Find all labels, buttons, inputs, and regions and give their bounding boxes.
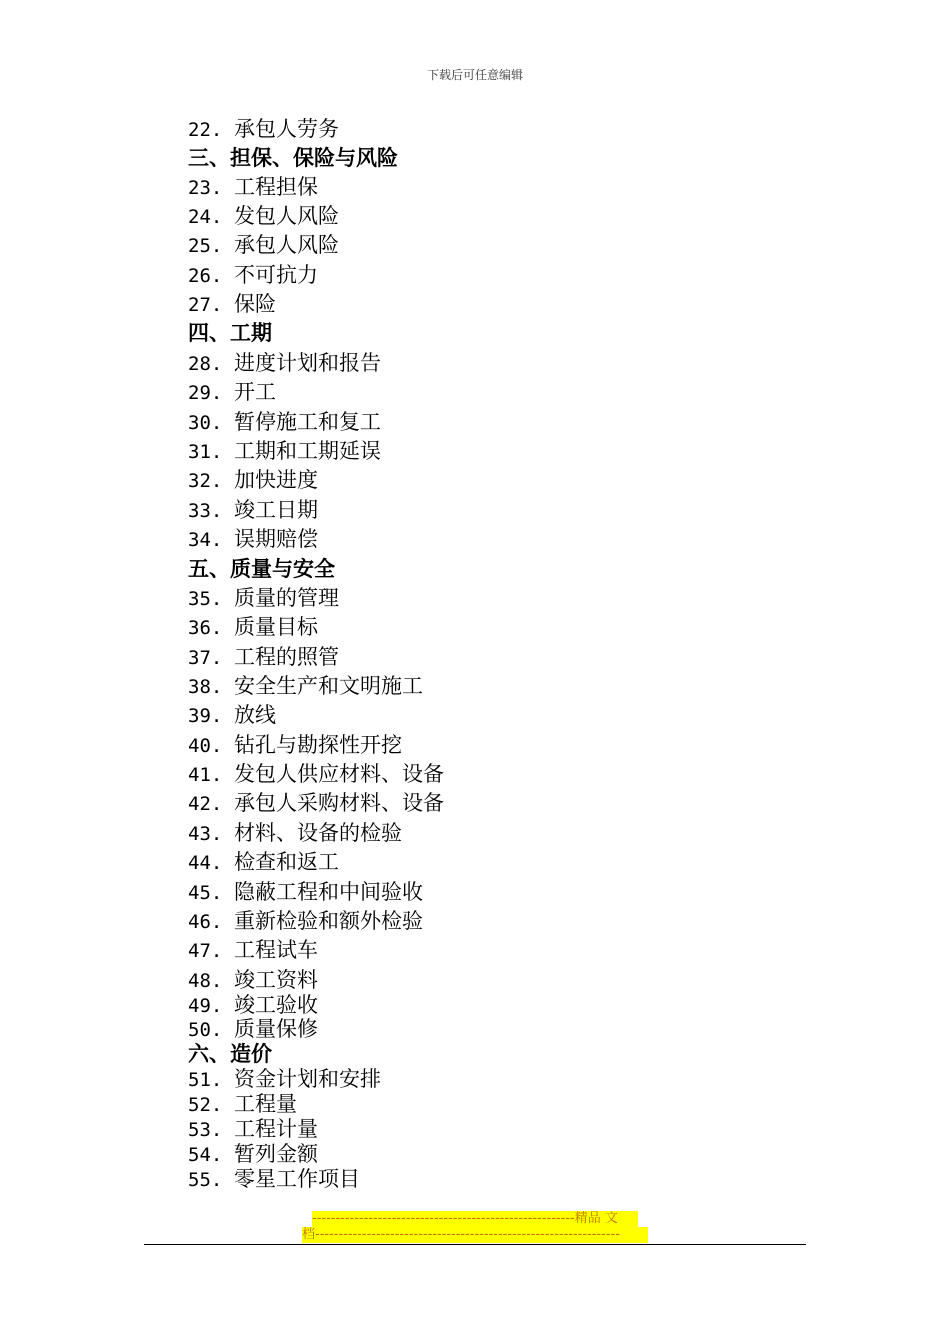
toc-item bbox=[188, 438, 381, 465]
toc-item-title: 材料、设备的检验 bbox=[234, 821, 402, 845]
toc-item-number: 52. bbox=[188, 1094, 223, 1116]
toc-item-number: 55. bbox=[188, 1169, 223, 1191]
toc-item-title: 检查和返工 bbox=[234, 850, 339, 874]
toc-item bbox=[188, 908, 423, 935]
toc-item-title: 暂停施工和复工 bbox=[234, 410, 381, 434]
toc-item bbox=[188, 992, 318, 1019]
toc-item-number: 35. bbox=[188, 588, 223, 610]
toc-item-title: 重新检验和额外检验 bbox=[234, 909, 423, 933]
toc-item-title: 工程计量 bbox=[234, 1117, 318, 1141]
toc-item-number: 27. bbox=[188, 294, 223, 316]
toc-item bbox=[188, 937, 318, 964]
toc-item bbox=[188, 585, 339, 612]
toc-item-number: 54. bbox=[188, 1144, 223, 1166]
toc-item-number: 50. bbox=[188, 1019, 223, 1041]
toc-item-title: 工程量 bbox=[234, 1092, 297, 1116]
toc-item bbox=[188, 967, 318, 994]
toc-item-number: 32. bbox=[188, 470, 223, 492]
toc-item-number: 30. bbox=[188, 412, 223, 434]
toc-item-title: 进度计划和报告 bbox=[234, 351, 381, 375]
toc-item-number: 23. bbox=[188, 177, 223, 199]
toc-item-title: 承包人采购材料、设备 bbox=[234, 791, 444, 815]
toc-item bbox=[188, 1016, 318, 1043]
footer-watermark-line-1: --------------------------------------------------------精品 文 bbox=[312, 1211, 638, 1227]
toc-item-title: 保险 bbox=[234, 292, 276, 316]
toc-item bbox=[188, 1116, 318, 1143]
section-heading: 五、质量与安全 bbox=[188, 557, 335, 581]
toc-item-number: 43. bbox=[188, 823, 223, 845]
toc-item-number: 33. bbox=[188, 500, 223, 522]
toc-item bbox=[188, 1166, 360, 1193]
toc-item-title: 工程试车 bbox=[234, 938, 318, 962]
toc-item bbox=[188, 820, 402, 847]
toc-item-title: 隐蔽工程和中间验收 bbox=[234, 880, 423, 904]
toc-item-number: 24. bbox=[188, 206, 223, 228]
toc-item-title: 发包人风险 bbox=[234, 204, 339, 228]
toc-item-title: 竣工日期 bbox=[234, 498, 318, 522]
toc-item bbox=[188, 1141, 318, 1168]
toc-item-title: 开工 bbox=[234, 380, 276, 404]
toc-item-number: 51. bbox=[188, 1069, 223, 1091]
toc-item bbox=[188, 673, 423, 700]
toc-item-title: 零星工作项目 bbox=[234, 1167, 360, 1191]
toc-item-title: 质量的管理 bbox=[234, 586, 339, 610]
toc-item bbox=[188, 790, 444, 817]
toc-item-title: 误期赔偿 bbox=[234, 527, 318, 551]
toc-item bbox=[188, 350, 381, 377]
toc-item-number: 22. bbox=[188, 119, 223, 141]
toc-item-number: 25. bbox=[188, 235, 223, 257]
section-heading: 三、担保、保险与风险 bbox=[188, 146, 398, 170]
toc-item bbox=[188, 379, 276, 406]
toc-item-number: 26. bbox=[188, 265, 223, 287]
toc-item bbox=[188, 1091, 297, 1118]
toc-item-number: 31. bbox=[188, 441, 223, 463]
toc-item-number: 41. bbox=[188, 764, 223, 786]
toc-item bbox=[188, 409, 381, 436]
toc-item-number: 39. bbox=[188, 705, 223, 727]
toc-item bbox=[188, 174, 318, 201]
toc-item-number: 37. bbox=[188, 647, 223, 669]
toc-item-number: 46. bbox=[188, 911, 223, 933]
toc-item bbox=[188, 1066, 381, 1093]
toc-item-title: 不可抗力 bbox=[234, 263, 318, 287]
toc-item bbox=[188, 232, 339, 259]
toc-item-title: 工程的照管 bbox=[234, 645, 339, 669]
toc-item-number: 42. bbox=[188, 793, 223, 815]
toc-item-title: 承包人风险 bbox=[234, 233, 339, 257]
toc-item bbox=[188, 203, 339, 230]
toc-item-number: 44. bbox=[188, 852, 223, 874]
toc-item-title: 暂列金额 bbox=[234, 1142, 318, 1166]
toc-item-number: 36. bbox=[188, 617, 223, 639]
toc-item-title: 加快进度 bbox=[234, 468, 318, 492]
section-heading: 六、造价 bbox=[188, 1042, 272, 1066]
toc-item-title: 竣工验收 bbox=[234, 993, 318, 1017]
toc-item-title: 质量目标 bbox=[234, 615, 318, 639]
toc-item bbox=[188, 497, 318, 524]
toc-item-title: 承包人劳务 bbox=[234, 117, 339, 141]
toc-item-number: 34. bbox=[188, 529, 223, 551]
toc-item bbox=[188, 879, 423, 906]
toc-item-number: 49. bbox=[188, 995, 223, 1017]
toc-item-title: 资金计划和安排 bbox=[234, 1067, 381, 1091]
toc-item-title: 质量保修 bbox=[234, 1017, 318, 1041]
toc-item bbox=[188, 262, 318, 289]
toc-item-title: 工期和工期延误 bbox=[234, 439, 381, 463]
toc-item-number: 40. bbox=[188, 735, 223, 757]
toc-item-title: 放线 bbox=[234, 703, 276, 727]
toc-item bbox=[188, 116, 339, 143]
footer-watermark-line-2: 档----------------------------------------------------------------- bbox=[302, 1227, 648, 1243]
toc-item bbox=[188, 467, 318, 494]
toc-item-title: 发包人供应材料、设备 bbox=[234, 762, 444, 786]
toc-item-number: 28. bbox=[188, 353, 223, 375]
toc-item-number: 45. bbox=[188, 882, 223, 904]
toc-item-number: 53. bbox=[188, 1119, 223, 1141]
toc-item bbox=[188, 526, 318, 553]
toc-item bbox=[188, 644, 339, 671]
toc-item bbox=[188, 761, 444, 788]
page-header-note: 下载后可任意编辑 bbox=[426, 68, 523, 82]
toc-item bbox=[188, 849, 339, 876]
toc-item-number: 47. bbox=[188, 940, 223, 962]
toc-item-title: 竣工资料 bbox=[234, 968, 318, 992]
toc-item-number: 48. bbox=[188, 970, 223, 992]
footer-divider bbox=[144, 1244, 806, 1245]
toc-item bbox=[188, 732, 402, 759]
toc-item-number: 38. bbox=[188, 676, 223, 698]
toc-item-number: 29. bbox=[188, 382, 223, 404]
toc-item-title: 安全生产和文明施工 bbox=[234, 674, 423, 698]
toc-item-title: 钻孔与勘探性开挖 bbox=[234, 733, 402, 757]
toc-item bbox=[188, 702, 276, 729]
toc-item-title: 工程担保 bbox=[234, 175, 318, 199]
toc-item bbox=[188, 614, 318, 641]
section-heading: 四、工期 bbox=[188, 321, 272, 345]
toc-item bbox=[188, 291, 276, 318]
